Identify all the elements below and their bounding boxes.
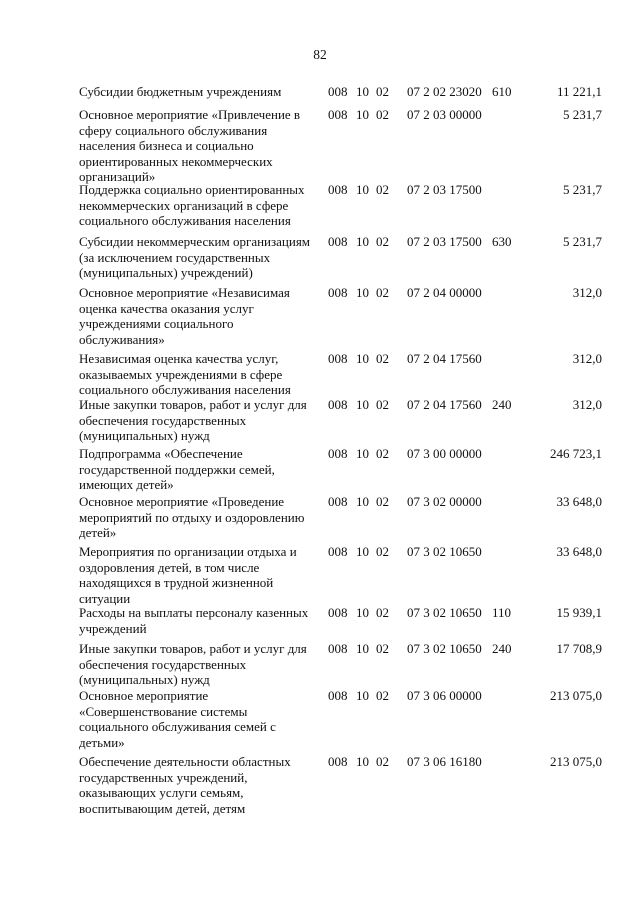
subsection-code: 02 bbox=[376, 234, 389, 249]
target-article-code: 07 2 04 17560 bbox=[407, 397, 482, 412]
row-name bbox=[79, 605, 315, 636]
subsection-code: 02 bbox=[376, 754, 389, 769]
grbs-code: 008 bbox=[328, 544, 348, 559]
section-code: 10 bbox=[356, 107, 369, 122]
row-name bbox=[79, 84, 315, 100]
section-code: 10 bbox=[356, 84, 369, 99]
row-name bbox=[79, 107, 315, 185]
row-name-line: обслуживания» bbox=[79, 331, 165, 347]
subsection-code: 02 bbox=[376, 84, 389, 99]
row-name bbox=[79, 688, 315, 750]
target-article-code: 07 3 06 00000 bbox=[407, 688, 482, 703]
target-article-code: 07 2 03 00000 bbox=[407, 107, 482, 122]
row-name-line: Мероприятия по организации отдыха и bbox=[79, 544, 297, 559]
target-article-code: 07 3 02 10650 bbox=[407, 641, 482, 656]
row-name-line: детьми» bbox=[79, 734, 125, 750]
row-name-line: Расходы на выплаты персоналу казенных bbox=[79, 605, 309, 620]
row-name-line: сферу социального обслуживания bbox=[79, 122, 268, 138]
grbs-code: 008 bbox=[328, 351, 348, 366]
row-name-line: Обеспечение деятельности областных bbox=[79, 754, 291, 769]
section-code: 10 bbox=[356, 351, 369, 366]
row-name-line: находящихся в трудной жизненной bbox=[79, 575, 274, 591]
amount: 246 723,1 bbox=[550, 446, 602, 461]
row-name bbox=[79, 285, 315, 347]
expense-type-code: 240 bbox=[492, 397, 512, 412]
grbs-code: 008 bbox=[328, 688, 348, 703]
row-name-line: имеющих детей» bbox=[79, 477, 174, 493]
row-name-line: государственной поддержки семей, bbox=[79, 461, 275, 477]
target-article-code: 07 2 04 17560 bbox=[407, 351, 482, 366]
subsection-code: 02 bbox=[376, 688, 389, 703]
target-article-code: 07 2 03 17500 bbox=[407, 182, 482, 197]
amount: 33 648,0 bbox=[556, 544, 602, 559]
section-code: 10 bbox=[356, 182, 369, 197]
section-code: 10 bbox=[356, 494, 369, 509]
expense-type-code: 110 bbox=[492, 605, 512, 620]
subsection-code: 02 bbox=[376, 446, 389, 461]
row-name-line: воспитывающим детей, детям bbox=[79, 800, 246, 816]
target-article-code: 07 3 02 10650 bbox=[407, 605, 482, 620]
grbs-code: 008 bbox=[328, 446, 348, 461]
row-name-line: государственных учреждений, bbox=[79, 769, 248, 785]
row-name-line: Иные закупки товаров, работ и услуг для bbox=[79, 397, 307, 412]
row-name-line: социального обслуживания населения bbox=[79, 382, 291, 398]
target-article-code: 07 3 02 10650 bbox=[407, 544, 482, 559]
amount: 312,0 bbox=[572, 397, 602, 412]
row-name bbox=[79, 446, 315, 493]
row-name-line: обеспечения государственных bbox=[79, 656, 247, 672]
row-name bbox=[79, 397, 315, 444]
subsection-code: 02 bbox=[376, 397, 389, 412]
section-code: 10 bbox=[356, 234, 369, 249]
row-name-line: Основное мероприятие «Проведение bbox=[79, 494, 285, 509]
row-name bbox=[79, 494, 315, 541]
row-name-line: населения бизнеса и социально bbox=[79, 138, 254, 154]
section-code: 10 bbox=[356, 397, 369, 412]
target-article-code: 07 2 02 23020 bbox=[407, 84, 482, 99]
grbs-code: 008 bbox=[328, 107, 348, 122]
section-code: 10 bbox=[356, 446, 369, 461]
subsection-code: 02 bbox=[376, 605, 389, 620]
grbs-code: 008 bbox=[328, 397, 348, 412]
row-name-line: (за исключением государственных bbox=[79, 249, 271, 265]
row-name-line: детей» bbox=[79, 525, 117, 541]
amount: 213 075,0 bbox=[550, 754, 602, 769]
amount: 213 075,0 bbox=[550, 688, 602, 703]
row-name-line: социального обслуживания семей с bbox=[79, 719, 276, 735]
grbs-code: 008 bbox=[328, 234, 348, 249]
row-name bbox=[79, 182, 315, 229]
amount: 312,0 bbox=[572, 285, 602, 300]
subsection-code: 02 bbox=[376, 107, 389, 122]
row-name bbox=[79, 754, 315, 816]
amount: 11 221,1 bbox=[556, 84, 602, 99]
row-name-line: Поддержка социально ориентированных bbox=[79, 182, 305, 197]
row-name-line: ориентированных некоммерческих bbox=[79, 153, 273, 169]
subsection-code: 02 bbox=[376, 494, 389, 509]
row-name-line: Основное мероприятие bbox=[79, 688, 209, 703]
row-name bbox=[79, 544, 315, 606]
row-name-line: (муниципальных) нужд bbox=[79, 672, 210, 688]
row-name-line: Подпрограмма «Обеспечение bbox=[79, 446, 243, 461]
amount: 312,0 bbox=[572, 351, 602, 366]
grbs-code: 008 bbox=[328, 285, 348, 300]
subsection-code: 02 bbox=[376, 641, 389, 656]
section-code: 10 bbox=[356, 285, 369, 300]
page-number: 82 bbox=[313, 47, 327, 62]
row-name-line: Основное мероприятие «Привлечение в bbox=[79, 107, 301, 122]
row-name-line: (муниципальных) нужд bbox=[79, 428, 210, 444]
expense-type-code: 610 bbox=[492, 84, 512, 99]
grbs-code: 008 bbox=[328, 754, 348, 769]
amount: 17 708,9 bbox=[556, 641, 602, 656]
amount: 5 231,7 bbox=[563, 182, 602, 197]
row-name-line: обеспечения государственных bbox=[79, 412, 247, 428]
row-name-line: Независимая оценка качества услуг, bbox=[79, 351, 279, 366]
row-name-line: учреждениями социального bbox=[79, 316, 234, 332]
grbs-code: 008 bbox=[328, 605, 348, 620]
row-name-line: ситуации bbox=[79, 590, 131, 606]
amount: 5 231,7 bbox=[563, 234, 602, 249]
row-name-line: некоммерческих организаций в сфере bbox=[79, 197, 289, 213]
amount: 15 939,1 bbox=[556, 605, 602, 620]
row-name-line: Основное мероприятие «Независимая bbox=[79, 285, 290, 300]
row-name-line: учреждений bbox=[79, 620, 147, 636]
expense-type-code: 240 bbox=[492, 641, 512, 656]
row-name-line: оздоровления детей, в том числе bbox=[79, 559, 260, 575]
section-code: 10 bbox=[356, 544, 369, 559]
row-name-line: Субсидии некоммерческим организациям bbox=[79, 234, 311, 249]
row-name bbox=[79, 234, 315, 281]
grbs-code: 008 bbox=[328, 84, 348, 99]
row-name-line: оказываемых учреждениями в сфере bbox=[79, 366, 283, 382]
target-article-code: 07 2 04 00000 bbox=[407, 285, 482, 300]
target-article-code: 07 3 06 16180 bbox=[407, 754, 482, 769]
row-name-line: «Совершенствование системы bbox=[79, 703, 248, 719]
section-code: 10 bbox=[356, 641, 369, 656]
row-name-line: Субсидии бюджетным учреждениям bbox=[79, 84, 282, 99]
section-code: 10 bbox=[356, 754, 369, 769]
row-name-line: организаций» bbox=[79, 169, 156, 185]
row-name-line: оценка качества оказания услуг bbox=[79, 300, 254, 316]
section-code: 10 bbox=[356, 688, 369, 703]
amount: 33 648,0 bbox=[556, 494, 602, 509]
target-article-code: 07 3 00 00000 bbox=[407, 446, 482, 461]
subsection-code: 02 bbox=[376, 544, 389, 559]
grbs-code: 008 bbox=[328, 641, 348, 656]
subsection-code: 02 bbox=[376, 285, 389, 300]
row-name bbox=[79, 351, 315, 398]
expense-type-code: 630 bbox=[492, 234, 512, 249]
target-article-code: 07 2 03 17500 bbox=[407, 234, 482, 249]
section-code: 10 bbox=[356, 605, 369, 620]
amount: 5 231,7 bbox=[563, 107, 602, 122]
row-name-line: мероприятий по отдыху и оздоровлению bbox=[79, 509, 305, 525]
subsection-code: 02 bbox=[376, 351, 389, 366]
row-name-line: социального обслуживания населения bbox=[79, 213, 291, 229]
subsection-code: 02 bbox=[376, 182, 389, 197]
row-name-line: оказывающих услуги семьям, bbox=[79, 785, 244, 801]
row-name-line: (муниципальных) учреждений) bbox=[79, 265, 253, 281]
grbs-code: 008 bbox=[328, 182, 348, 197]
row-name-line: Иные закупки товаров, работ и услуг для bbox=[79, 641, 307, 656]
row-name bbox=[79, 641, 315, 688]
grbs-code: 008 bbox=[328, 494, 348, 509]
target-article-code: 07 3 02 00000 bbox=[407, 494, 482, 509]
